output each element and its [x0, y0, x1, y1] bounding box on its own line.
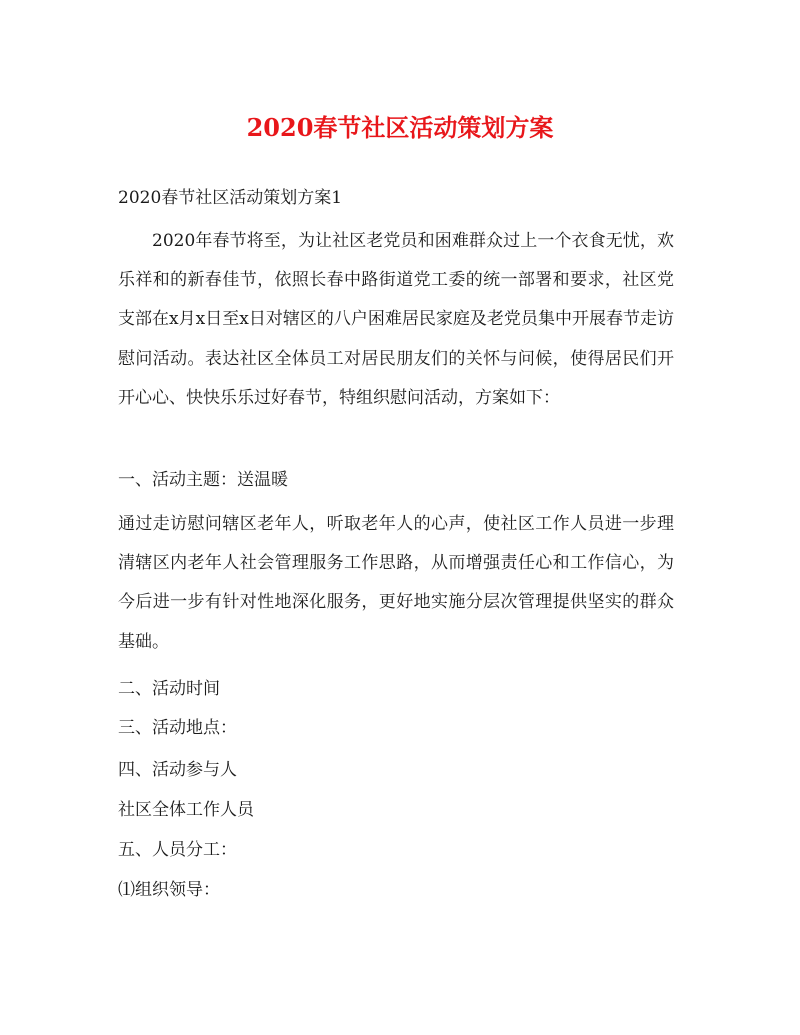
- section-1-heading: 一、活动主题：送温暖: [118, 470, 288, 490]
- section-5-heading: 五、人员分工：: [118, 840, 237, 860]
- section-2-heading: 二、活动时间: [118, 679, 220, 699]
- section-5-item-1: ⑴组织领导：: [118, 880, 220, 900]
- document-subtitle: 2020春节社区活动策划方案1: [118, 188, 343, 208]
- section-1-body: 通过走访慰问辖区老年人，听取老年人的心声，使社区工作人员进一步理清辖区内老年人社会管理服务工作思路，从而增强责任心和工作信心，为今后进一步有针对性地深化服务，更好地实施分层次管理提供坚实的群众基础。: [118, 514, 674, 652]
- section-3-heading: 三、活动地点：: [118, 718, 237, 738]
- document-title: 2020春节社区活动策划方案: [246, 113, 554, 142]
- section-4-heading: 四、活动参与人: [118, 760, 237, 780]
- section-4-body: 社区全体工作人员: [118, 800, 254, 820]
- intro-paragraph: 2020年春节将至，为让社区老党员和困难群众过上一个衣食无忧，欢乐祥和的新春佳节，依照长春中路街道党工委的统一部署和要求，社区党支部在x月x日至x日对辖区的八户困难居民家庭及老党员集中开展春节走访慰问活动。表达社区全体员工对居民朋友们的关怀与问候，使得居民们开开心心、快快乐乐过好春节，特组织慰问活动，方案如下：: [118, 231, 674, 408]
